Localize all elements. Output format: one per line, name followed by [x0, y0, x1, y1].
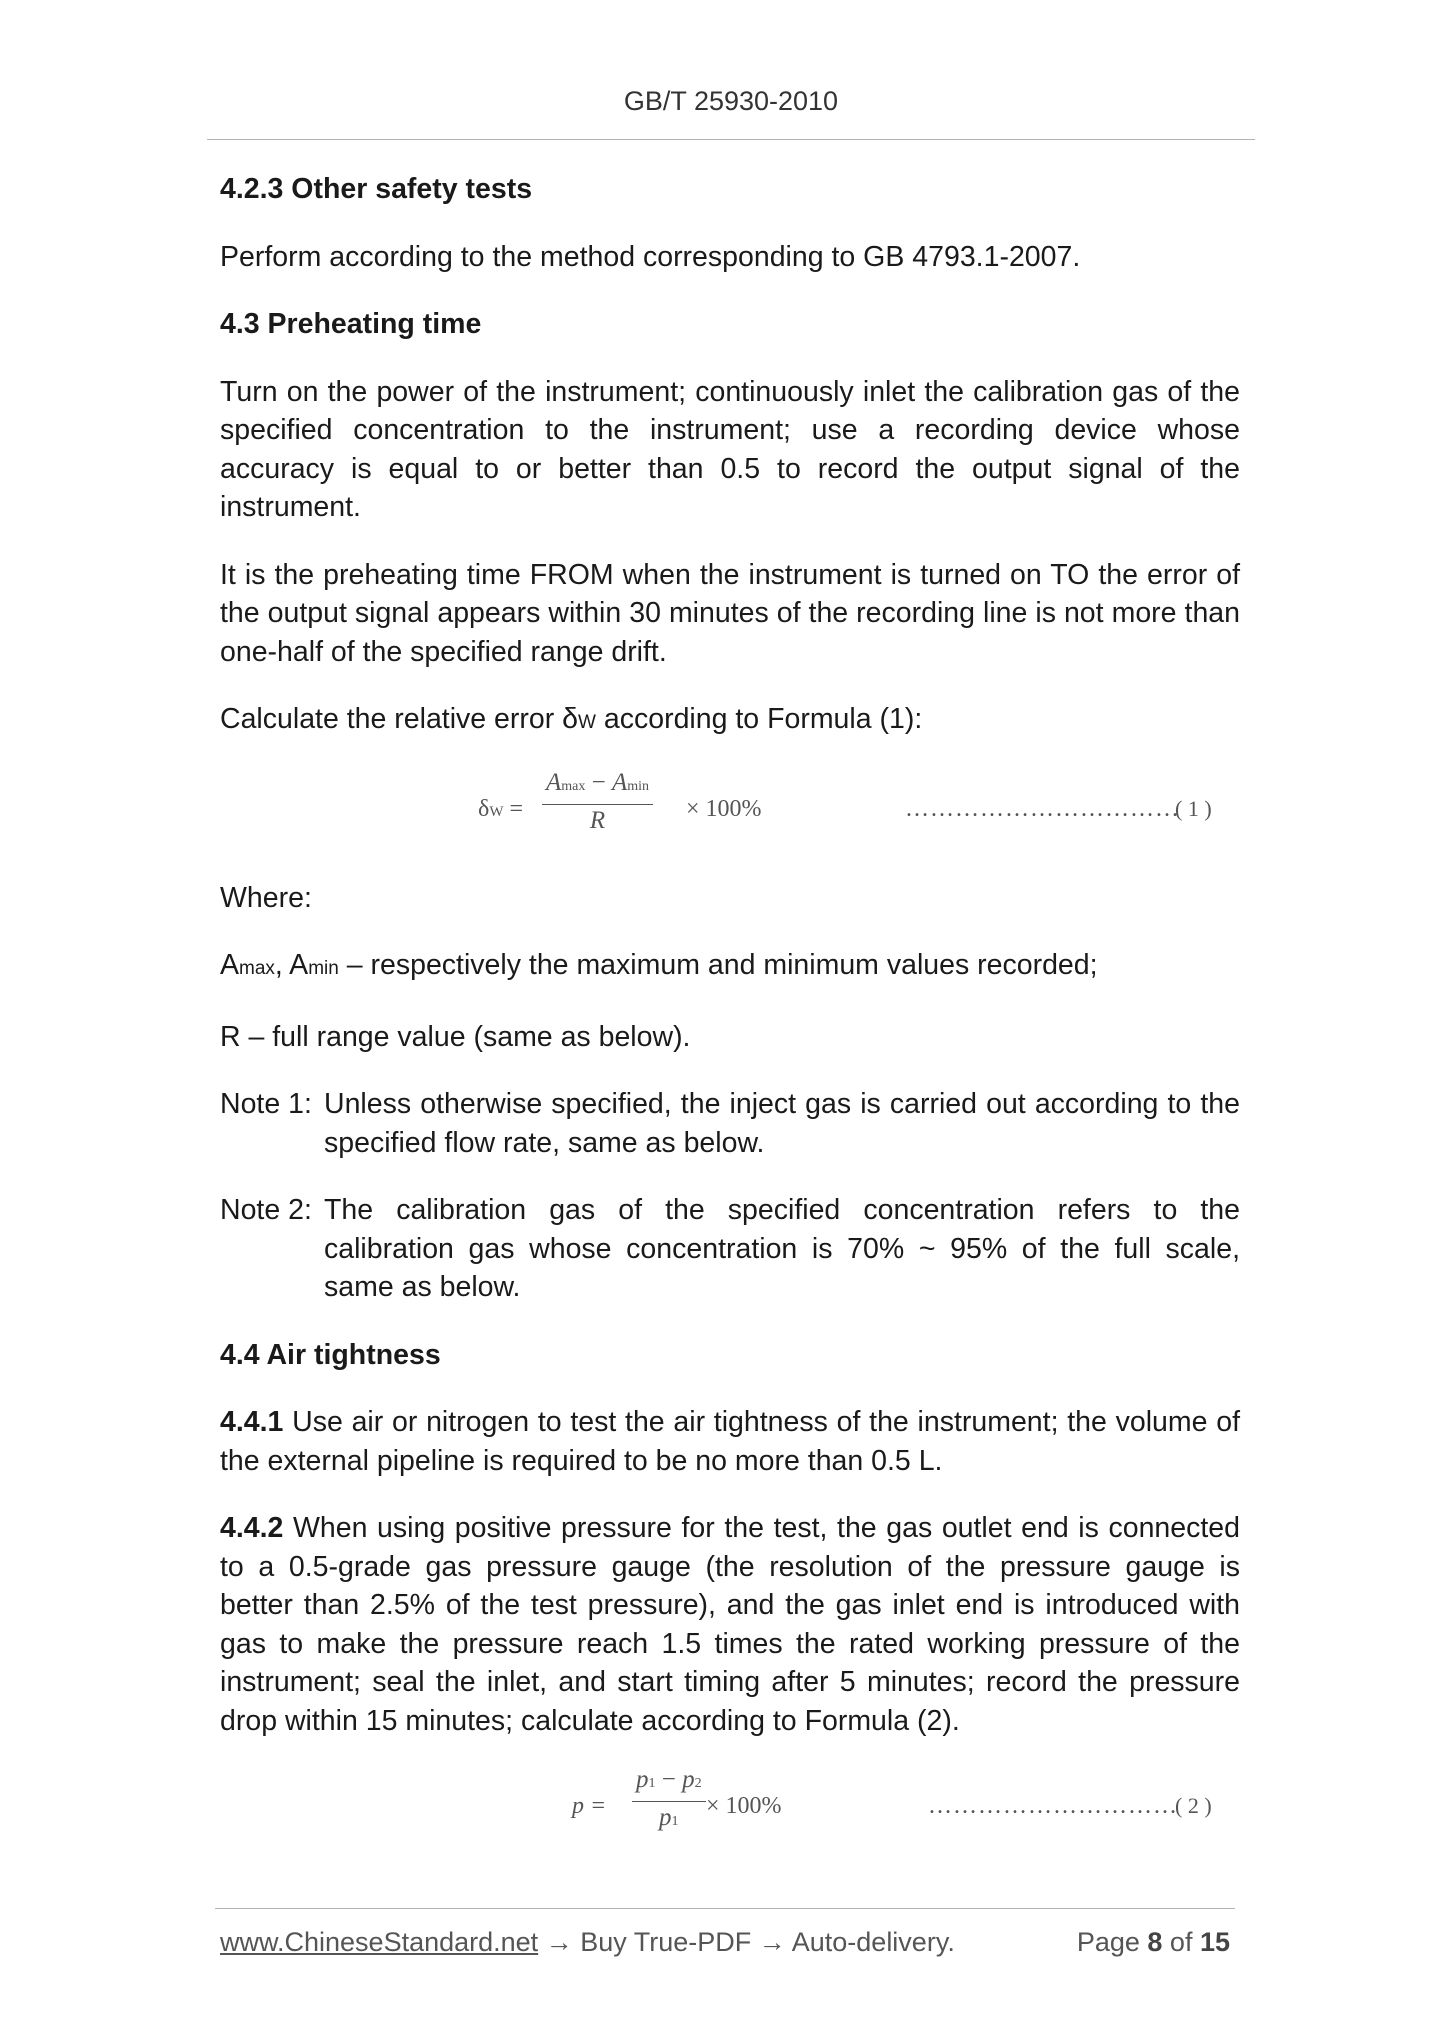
clause-number: 4.4.2	[220, 1512, 284, 1544]
section-4-3-paragraph-2: It is the preheating time FROM when the instrument is turned on TO the error of the output signal appears within 30 minutes of the recording line is not more than one-half of the specified range drift.	[220, 558, 1240, 668]
page-content	[220, 170, 1240, 1876]
of-label: of	[1162, 1927, 1200, 1957]
text-run: – respectively the maximum and minimum values recorded;	[338, 949, 1098, 981]
page-number: 8	[1147, 1927, 1163, 1957]
text-run: Calculate the relative error δ	[220, 703, 579, 735]
section-4-4-title: 4.4 Air tightness	[220, 1338, 441, 1371]
note-2-label: Note 2:	[220, 1194, 312, 1226]
section-4-4-1	[220, 1403, 1240, 1480]
formula-1	[220, 768, 1240, 846]
delta-symbol: δ	[478, 795, 490, 822]
formula-1-fraction	[542, 768, 653, 837]
subscript: max	[239, 958, 275, 979]
subscript: min	[308, 958, 339, 979]
website-link[interactable]: www.ChineseStandard.net	[220, 1927, 539, 1957]
section-4-3-paragraph-1: Turn on the power of the instrument; continuously inlet the calibration gas of the specified concentration to the instrument; use a recording device whose accuracy is equal to or better than 0.5 to record the output signal of the instrument.	[220, 375, 1240, 523]
clause-text: When using positive pressure for the test, the gas outlet end is connected to a 0.5-grade gas pressure gauge (the resolution of the pressure gauge is better than 2.5% of the test pressure), and the gas inlet end is introduced with gas to make the pressure reach 1.5 times the rated working pressure of the instrument; seal the inlet, and start timing after 5 minutes; record the pressure drop within 15 minutes; calculate according to Formula (2).	[220, 1512, 1240, 1737]
formula-2-times: × 100%	[706, 1793, 782, 1819]
section-4-3-paragraph-3	[220, 700, 1240, 743]
formula-1-leader-dots: ……………………………	[905, 795, 1180, 822]
note-1-label: Note 1:	[220, 1088, 312, 1120]
header-divider	[207, 139, 1255, 140]
minus-sign: −	[655, 1766, 683, 1793]
subscript: max	[561, 778, 586, 794]
formula-2-denominator	[632, 1802, 706, 1838]
note-1-text: Unless otherwise specified, the inject gas is carried out according to the specified flow rate, same as below.	[324, 1088, 1240, 1159]
subscript: min	[627, 778, 650, 794]
formula-1-numerator	[542, 768, 653, 805]
text-run: A	[220, 949, 240, 981]
text-run: , A	[274, 949, 309, 981]
formula-1-number: ( 1 )	[1175, 795, 1212, 821]
subscript: 1	[671, 1814, 679, 1829]
document-header: GB/T 25930-2010	[623, 86, 839, 116]
subscript: 1	[648, 1776, 656, 1791]
symbol-p: p	[682, 1766, 695, 1793]
subscript: W	[578, 712, 596, 733]
formula-2-fraction	[632, 1765, 706, 1838]
clause-number: 4.4.1	[220, 1406, 284, 1438]
subscript: W	[489, 803, 504, 820]
formula-2-number: ( 2 )	[1175, 1793, 1212, 1818]
where-label: Where:	[220, 881, 312, 914]
note-2	[220, 1191, 1240, 1307]
footer-promo	[220, 1927, 955, 1958]
definition-r: R – full range value (same as below).	[220, 1020, 691, 1053]
symbol-a: A	[612, 768, 628, 796]
section-4-3-title: 4.3 Preheating time	[220, 308, 482, 340]
section-4-2-3-title: 4.2.3 Other safety tests	[220, 173, 533, 205]
minus-sign: −	[585, 768, 612, 796]
symbol-p: p	[636, 1766, 649, 1793]
section-4-2-3-text: Perform according to the method corresponding to GB 4793.1-2007.	[220, 240, 1081, 273]
page-indicator	[1077, 1927, 1230, 1958]
equals-sign: =	[503, 795, 524, 822]
formula-2-numerator	[632, 1765, 706, 1802]
footer-divider	[215, 1908, 1235, 1909]
note-1	[220, 1085, 1240, 1162]
page-total: 15	[1199, 1927, 1230, 1957]
symbol-p: p	[659, 1804, 672, 1831]
symbol-a: A	[546, 768, 562, 796]
section-4-4-2	[220, 1509, 1240, 1740]
note-2-text: The calibration gas of the specified concentration refers to the calibration gas whose concentration is 70% ~ 95% of the full scale, same as below.	[324, 1194, 1240, 1303]
formula-2-leader-dots: …………………………	[928, 1793, 1178, 1819]
page-label: Page	[1076, 1927, 1148, 1957]
formula-1-times: × 100%	[686, 795, 762, 822]
formula-1-lhs	[478, 790, 523, 832]
text-run: according to Formula (1):	[595, 703, 923, 735]
formula-2-lhs: p =	[572, 1793, 607, 1819]
page-footer	[220, 1927, 1230, 1958]
subscript: 2	[694, 1776, 702, 1791]
formula-2	[220, 1766, 1240, 1843]
formula-1-denominator: R	[589, 806, 606, 834]
footer-promo-text: → Buy True-PDF → Auto-delivery.	[538, 1927, 955, 1957]
definition-a-max-min	[220, 946, 1240, 989]
clause-text: Use air or nitrogen to test the air tightness of the instrument; the volume of the external pipeline is required to be no more than 0.5 L.	[220, 1406, 1240, 1477]
